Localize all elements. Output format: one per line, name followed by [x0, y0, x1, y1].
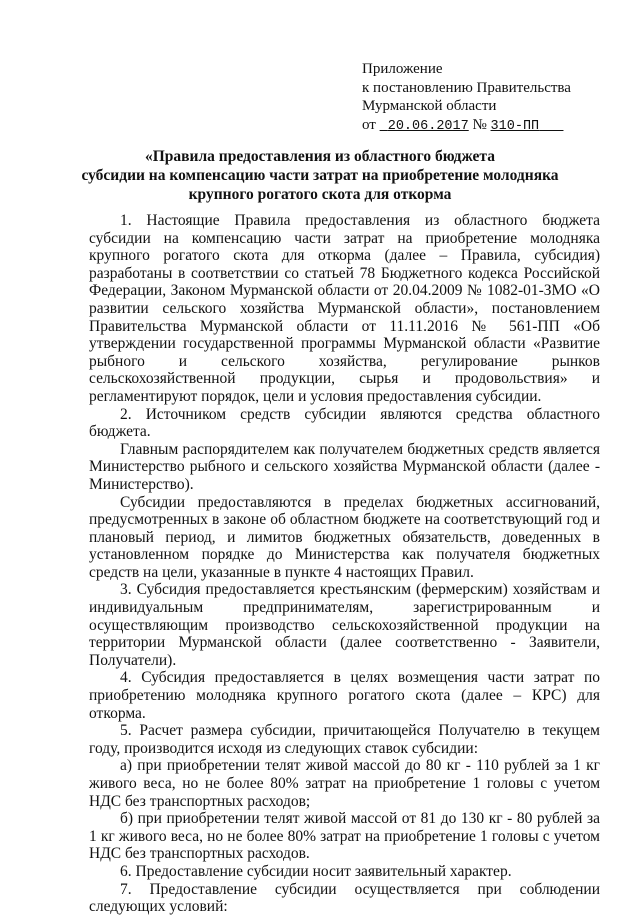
- resolution-reference: к постановлению Правительства: [362, 79, 571, 96]
- title-line-3: крупного рогатого скота для откорма: [188, 186, 452, 203]
- document-title: [60, 147, 580, 204]
- paragraph-1: 1. Настоящие Правила предоставления из областного бюджета субсидии на компенсацию части затрат на приобретение молодняка крупного рогатого скота для откорма (далее – Правила, субсидия) разработаны в соответствии со статьей 78 Бюджетного кодекса Российской Федерации, Законом Мурманской области от 20.04.2009 № 1082-01-ЗМО «О развитии сельского хозяйства Мурманской области», постановлением Правительства Мурманской области от 11.11.2016 № 561-ПП «Об утверждении государственной программы Мурманской области «Развитие рыбного и сельского хозяйства, регулирование рынков сельскохозяйственной продукции, сырья и продовольствия» и регламентируют порядок, цели и условия предоставления субсидии.: [89, 212, 600, 405]
- date-number-line: [362, 116, 622, 137]
- document-body: [89, 212, 600, 916]
- appendix-header: [362, 60, 622, 136]
- resolution-date: 20.06.2017: [387, 118, 469, 134]
- paragraph-6: 4. Субсидия предоставляется в целях возмещения части затрат по приобретению молодняка крупного рогатого скота (далее – КРС) для откорма.: [89, 669, 600, 722]
- resolution-number: 310-ПП: [490, 118, 540, 134]
- paragraph-11: 7. Предоставление субсидии осуществляется при соблюдении следующих условий:: [89, 880, 600, 916]
- paragraph-2: 2. Источником средств субсидии являются средства областного бюджета.: [89, 405, 600, 441]
- paragraph-4: Субсидии предоставляются в пределах бюджетных ассигнований, предусмотренных в законе об областном бюджете на соответствующий год и плановый период, и лимитов бюджетных обязательств, доведенных в установленном порядке до Министерства как получателя бюджетных средств на цели, указанные в пункте 4 настоящих Правил.: [89, 493, 600, 581]
- number-sign: №: [472, 116, 487, 133]
- region-name: Мурманской области: [362, 98, 497, 114]
- paragraph-7: 5. Расчет размера субсидии, причитающейся Получателю в текущем году, производится исходя из следующих ставок субсидии:: [89, 722, 600, 757]
- paragraph-10: 6. Предоставление субсидии носит заявительный характер.: [120, 862, 512, 880]
- title-line-1: «Правила предоставления из областного бюджета: [145, 148, 495, 165]
- appendix-label: Приложение: [362, 61, 443, 77]
- paragraph-8: а) при приобретении телят живой массой до 80 кг - 110 рублей за 1 кг живого веса, но не более 80% затрат на приобретение 1 головы с учетом НДС без транспортных расходов;: [89, 757, 600, 810]
- from-label: от: [362, 116, 376, 133]
- paragraph-5: 3. Субсидия предоставляется крестьянским (фермерским) хозяйствам и индивидуальным предпринимателям, зарегистрированным и осуществляющим производство сельскохозяйственной продукции на территории Мурманской области (далее соответственно - Заявители, Получатели).: [89, 581, 600, 669]
- title-line-2: субсидии на компенсацию части затрат на приобретение молодняка: [81, 167, 559, 184]
- paragraph-3: Главным распорядителем как получателем бюджетных средств является Министерство рыбного и сельского хозяйства Мурманской области (далее - Министерство).: [89, 440, 600, 493]
- paragraph-9: б) при приобретении телят живой массой от 81 до 130 кг - 80 рублей за 1 кг живого веса, но не более 80% затрат на приобретение 1 головы с учетом НДС без транспортных расходов.: [89, 810, 600, 863]
